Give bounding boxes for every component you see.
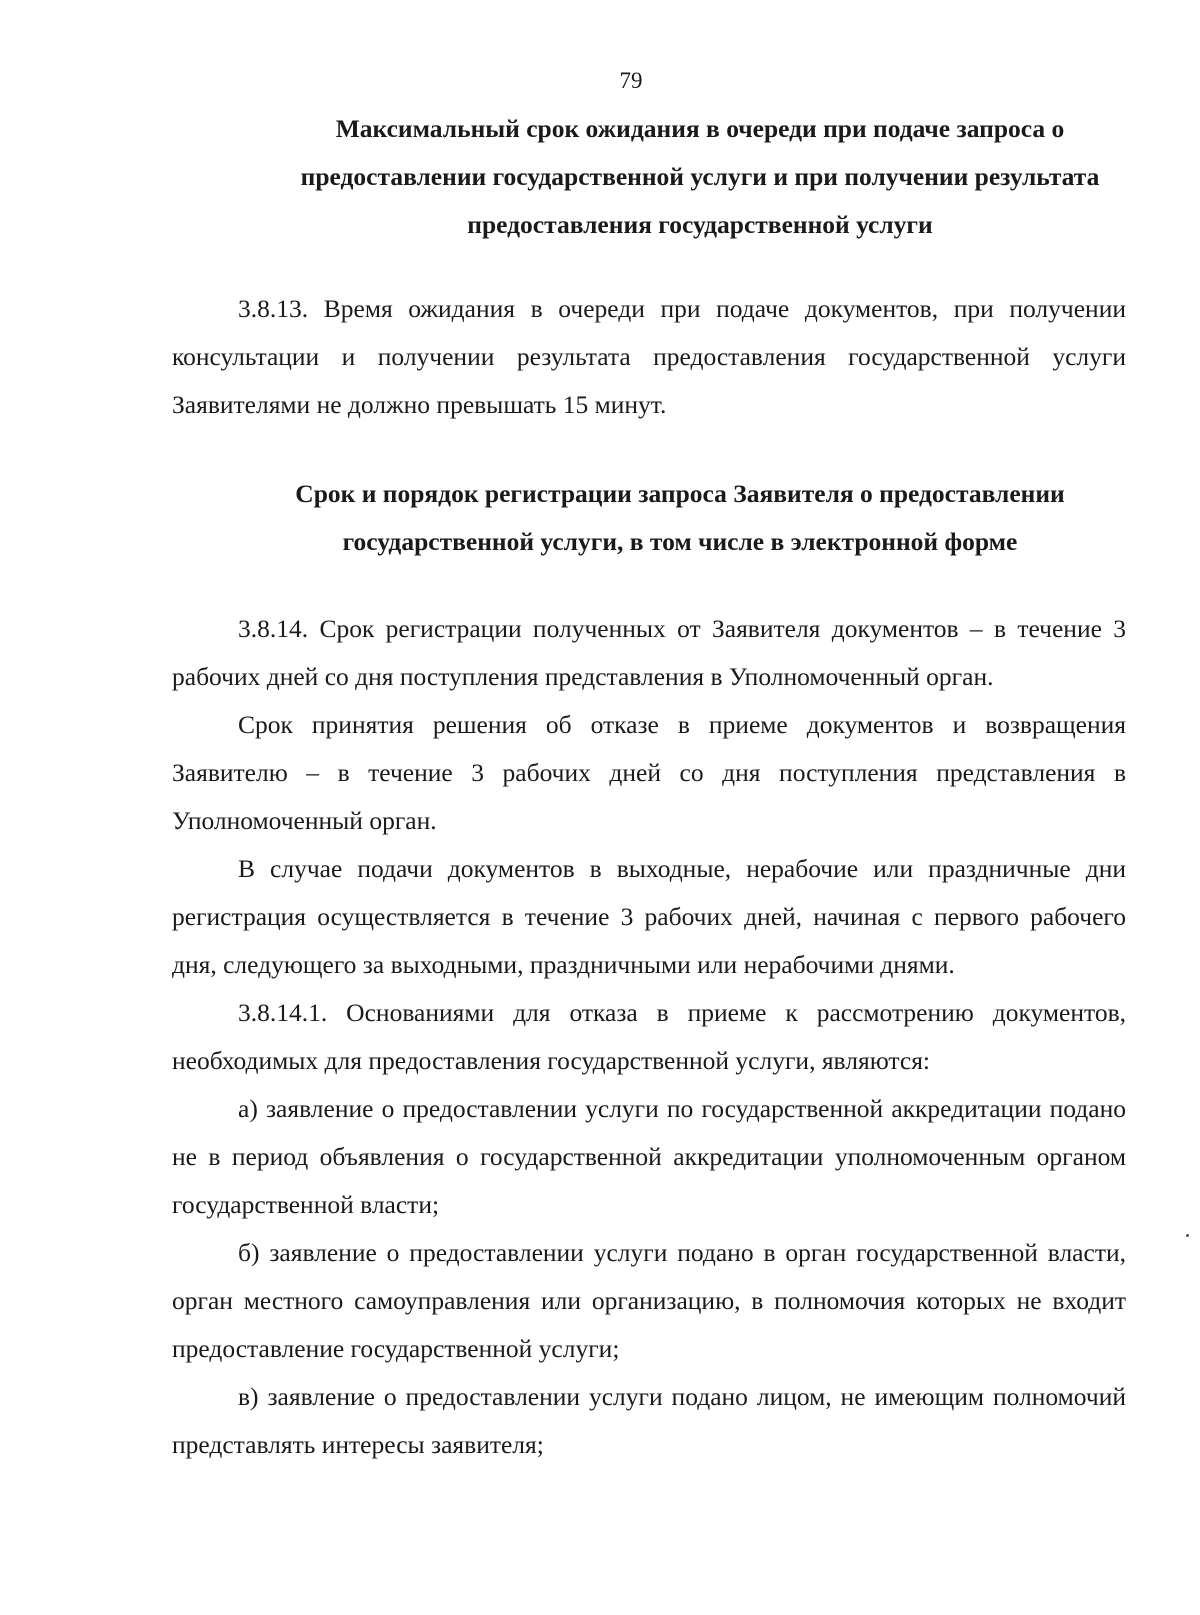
heading-line: предоставления государственной услуги	[467, 210, 933, 239]
section-body-registration	[172, 605, 1126, 1469]
heading-line: государственной услуги, в том числе в электронной форме	[342, 527, 1018, 556]
paragraph-holidays: В случае подачи документов в выходные, нерабочие или праздничные дни регистрация осуществляется в течение 3 рабочих дней, начиная с первого рабочего дня, следующего за выходными, праздничными или нерабочими днями.	[172, 854, 1126, 979]
scan-dot-mark	[1186, 1234, 1189, 1237]
section-heading-max-wait-time	[200, 105, 1200, 249]
paragraph-refusal-term: Срок принятия решения об отказе в приеме документов и возвращения Заявителю – в течение 3 рабочих дней со дня поступления представления в Уполномоченный орган.	[172, 710, 1126, 835]
paragraph-3-8-13: 3.8.13. Время ожидания в очереди при подаче документов, при получении консультации и получении результата предоставления государственной услуги Заявителями не должно превышать 15 минут.	[172, 294, 1126, 419]
heading-line: предоставлении государственной услуги и при получении результата	[300, 162, 1100, 191]
list-item-a: а) заявление о предоставлении услуги по государственной аккредитации подано не в период объявления о государственной аккредитации уполномоченным органом государственной власти;	[172, 1094, 1126, 1219]
heading-line: Срок и порядок регистрации запроса Заявителя о предоставлении	[295, 479, 1065, 508]
heading-line: Максимальный срок ожидания в очереди при подаче запроса о	[335, 114, 1065, 143]
paragraph-3-8-14-1: 3.8.14.1. Основаниями для отказа в приеме к рассмотрению документов, необходимых для предоставления государственной услуги, являются:	[172, 998, 1126, 1075]
paragraph-3-8-14: 3.8.14. Срок регистрации полученных от Заявителя документов – в течение 3 рабочих дней со дня поступления представления в Уполномоченный орган.	[172, 614, 1126, 691]
list-item-b: б) заявление о предоставлении услуги подано в орган государственной власти, орган местного самоуправления или организацию, в полномочия которых не входит предоставление государственной услуги;	[172, 1238, 1126, 1363]
list-item-v: в) заявление о предоставлении услуги подано лицом, не имеющим полномочий представлять интересы заявителя;	[172, 1382, 1126, 1459]
page-number: 79	[619, 68, 643, 93]
section-heading-registration	[180, 470, 1180, 566]
section-body-max-wait-time	[172, 285, 1126, 429]
